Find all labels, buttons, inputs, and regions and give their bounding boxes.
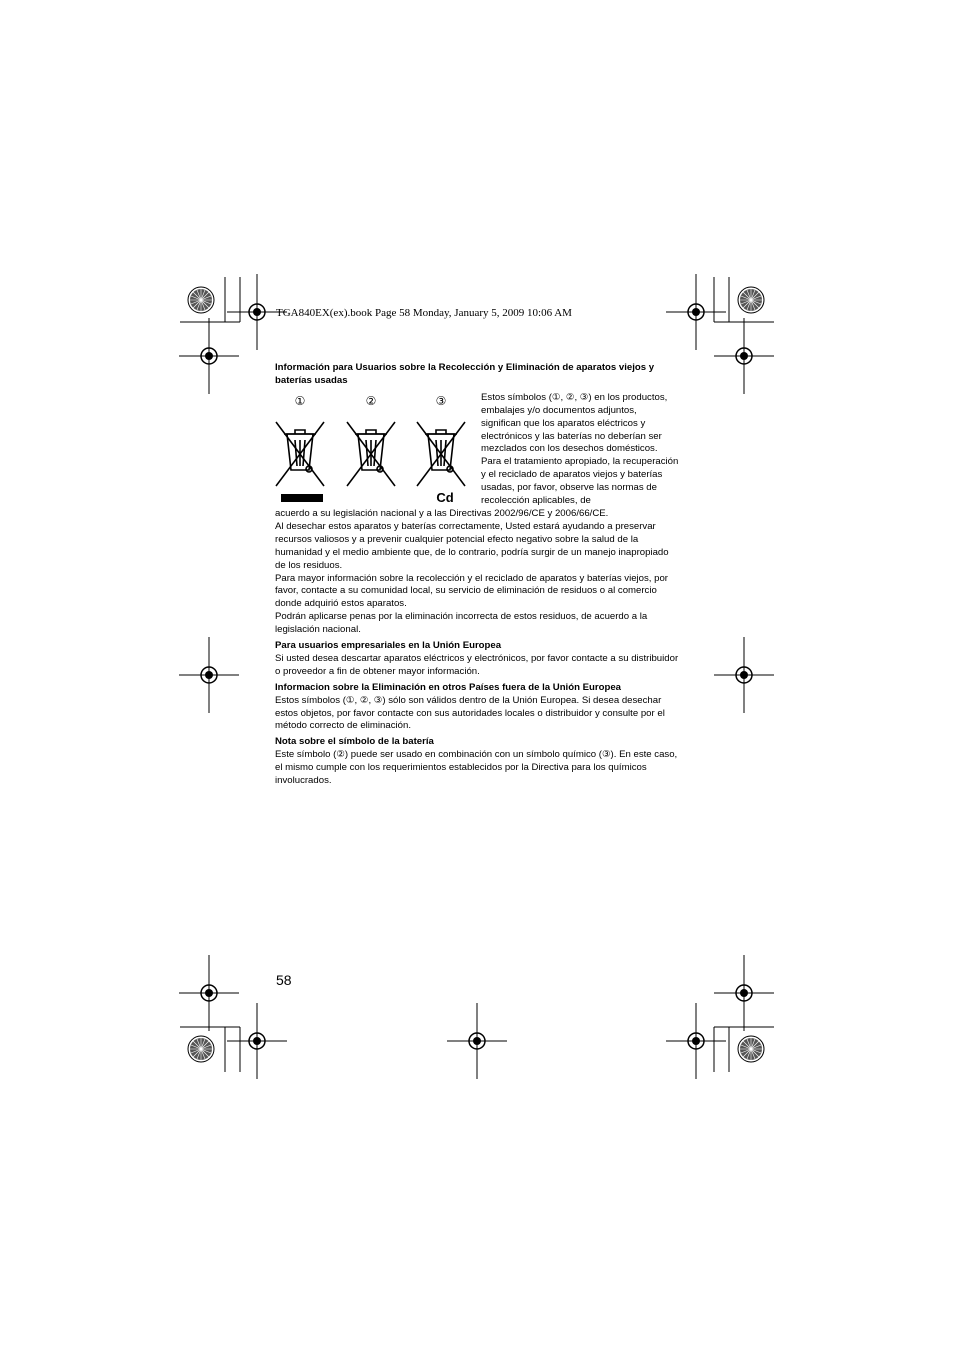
- section-heading-battery: Nota sobre el símbolo de la batería: [275, 736, 434, 748]
- paragraph-3: Para mayor información sobre la recolección y el reciclado de aparatos y baterías viejos, por favor, contacte a su comunidad local, su servicio de eliminación de residuos o al comercio donde adquirió estos aparatos.: [275, 572, 669, 610]
- document-body: [275, 362, 679, 788]
- section-body-outside-eu: Estos símbolos (①, ②, ③) sólo son válidos dentro de la Unión Europea. Si desea desechar estos objetos, por favor contacte con sus autoridades locales o distribuidor y consulte por el método correcto de eliminación.: [275, 694, 665, 732]
- paragraph-2: Al desechar estos aparatos y baterías correctamente, Usted estará ayudando a preservar recursos valiosos y a prevenir cualquier potencial efecto negativo sobre la salud de la humanidad y el medio ambiente que, de lo contrario, podría surgir de un manejo inapropiado de los residuos.: [275, 520, 669, 571]
- section-body-business: Si usted desea descartar aparatos eléctricos y electrónicos, por favor contacte a su distribuidor o proveedor a fin de obtener mayor información.: [275, 652, 679, 677]
- symbol-label-1: ①: [294, 393, 306, 408]
- crossed-bin-icon: [347, 422, 395, 486]
- crossed-bin-with-bar-icon: [276, 422, 324, 486]
- page-number: 58: [276, 972, 292, 988]
- paragraph-1-side: Estos símbolos (①, ②, ③) en los productos, embalajes y/o documentos adjuntos, significan que los aparatos eléctricos y electrónicos y las baterías no deberían ser mezclados con los desechos domésticos. Para el tratamiento apropiado, la recuperación y el reciclado de aparatos viejos y baterías usadas, por favor, observe las normas de recolección aplicables, de: [481, 391, 679, 507]
- symbol-label-2: ②: [365, 393, 377, 408]
- section-body-battery: Este símbolo (②) puede ser usado en combinación con un símbolo químico (③). En este caso, el mismo cumple con los requerimientos establecidos por la Directiva para los químicos involucrados.: [275, 749, 678, 787]
- intro-block: [275, 392, 679, 508]
- paragraph-4: Podrán aplicarse penas por la eliminación incorrecta de estos residuos, de acuerdo a la legislación nacional.: [275, 611, 648, 636]
- symbols-figure: [275, 392, 475, 502]
- cd-label: Cd: [436, 489, 454, 502]
- crossed-bin-cd-icon: [417, 422, 465, 486]
- book-header-line: TGA840EX(ex).book Page 58 Monday, January 5, 2009 10:06 AM: [276, 307, 572, 319]
- section-heading-outside-eu: Informacion sobre la Eliminación en otros Países fuera de la Unión Europea: [275, 681, 621, 693]
- section-heading-business: Para usuarios empresariales en la Unión Europea: [275, 640, 502, 652]
- paragraph-1-rest: acuerdo a su legislación nacional y a las Directivas 2002/96/CE y 2006/66/CE.: [275, 507, 609, 519]
- symbol-label-3: ③: [435, 393, 447, 408]
- document-title: Información para Usuarios sobre la Recolección y Eliminación de aparatos viejos y baterías usadas: [275, 362, 655, 386]
